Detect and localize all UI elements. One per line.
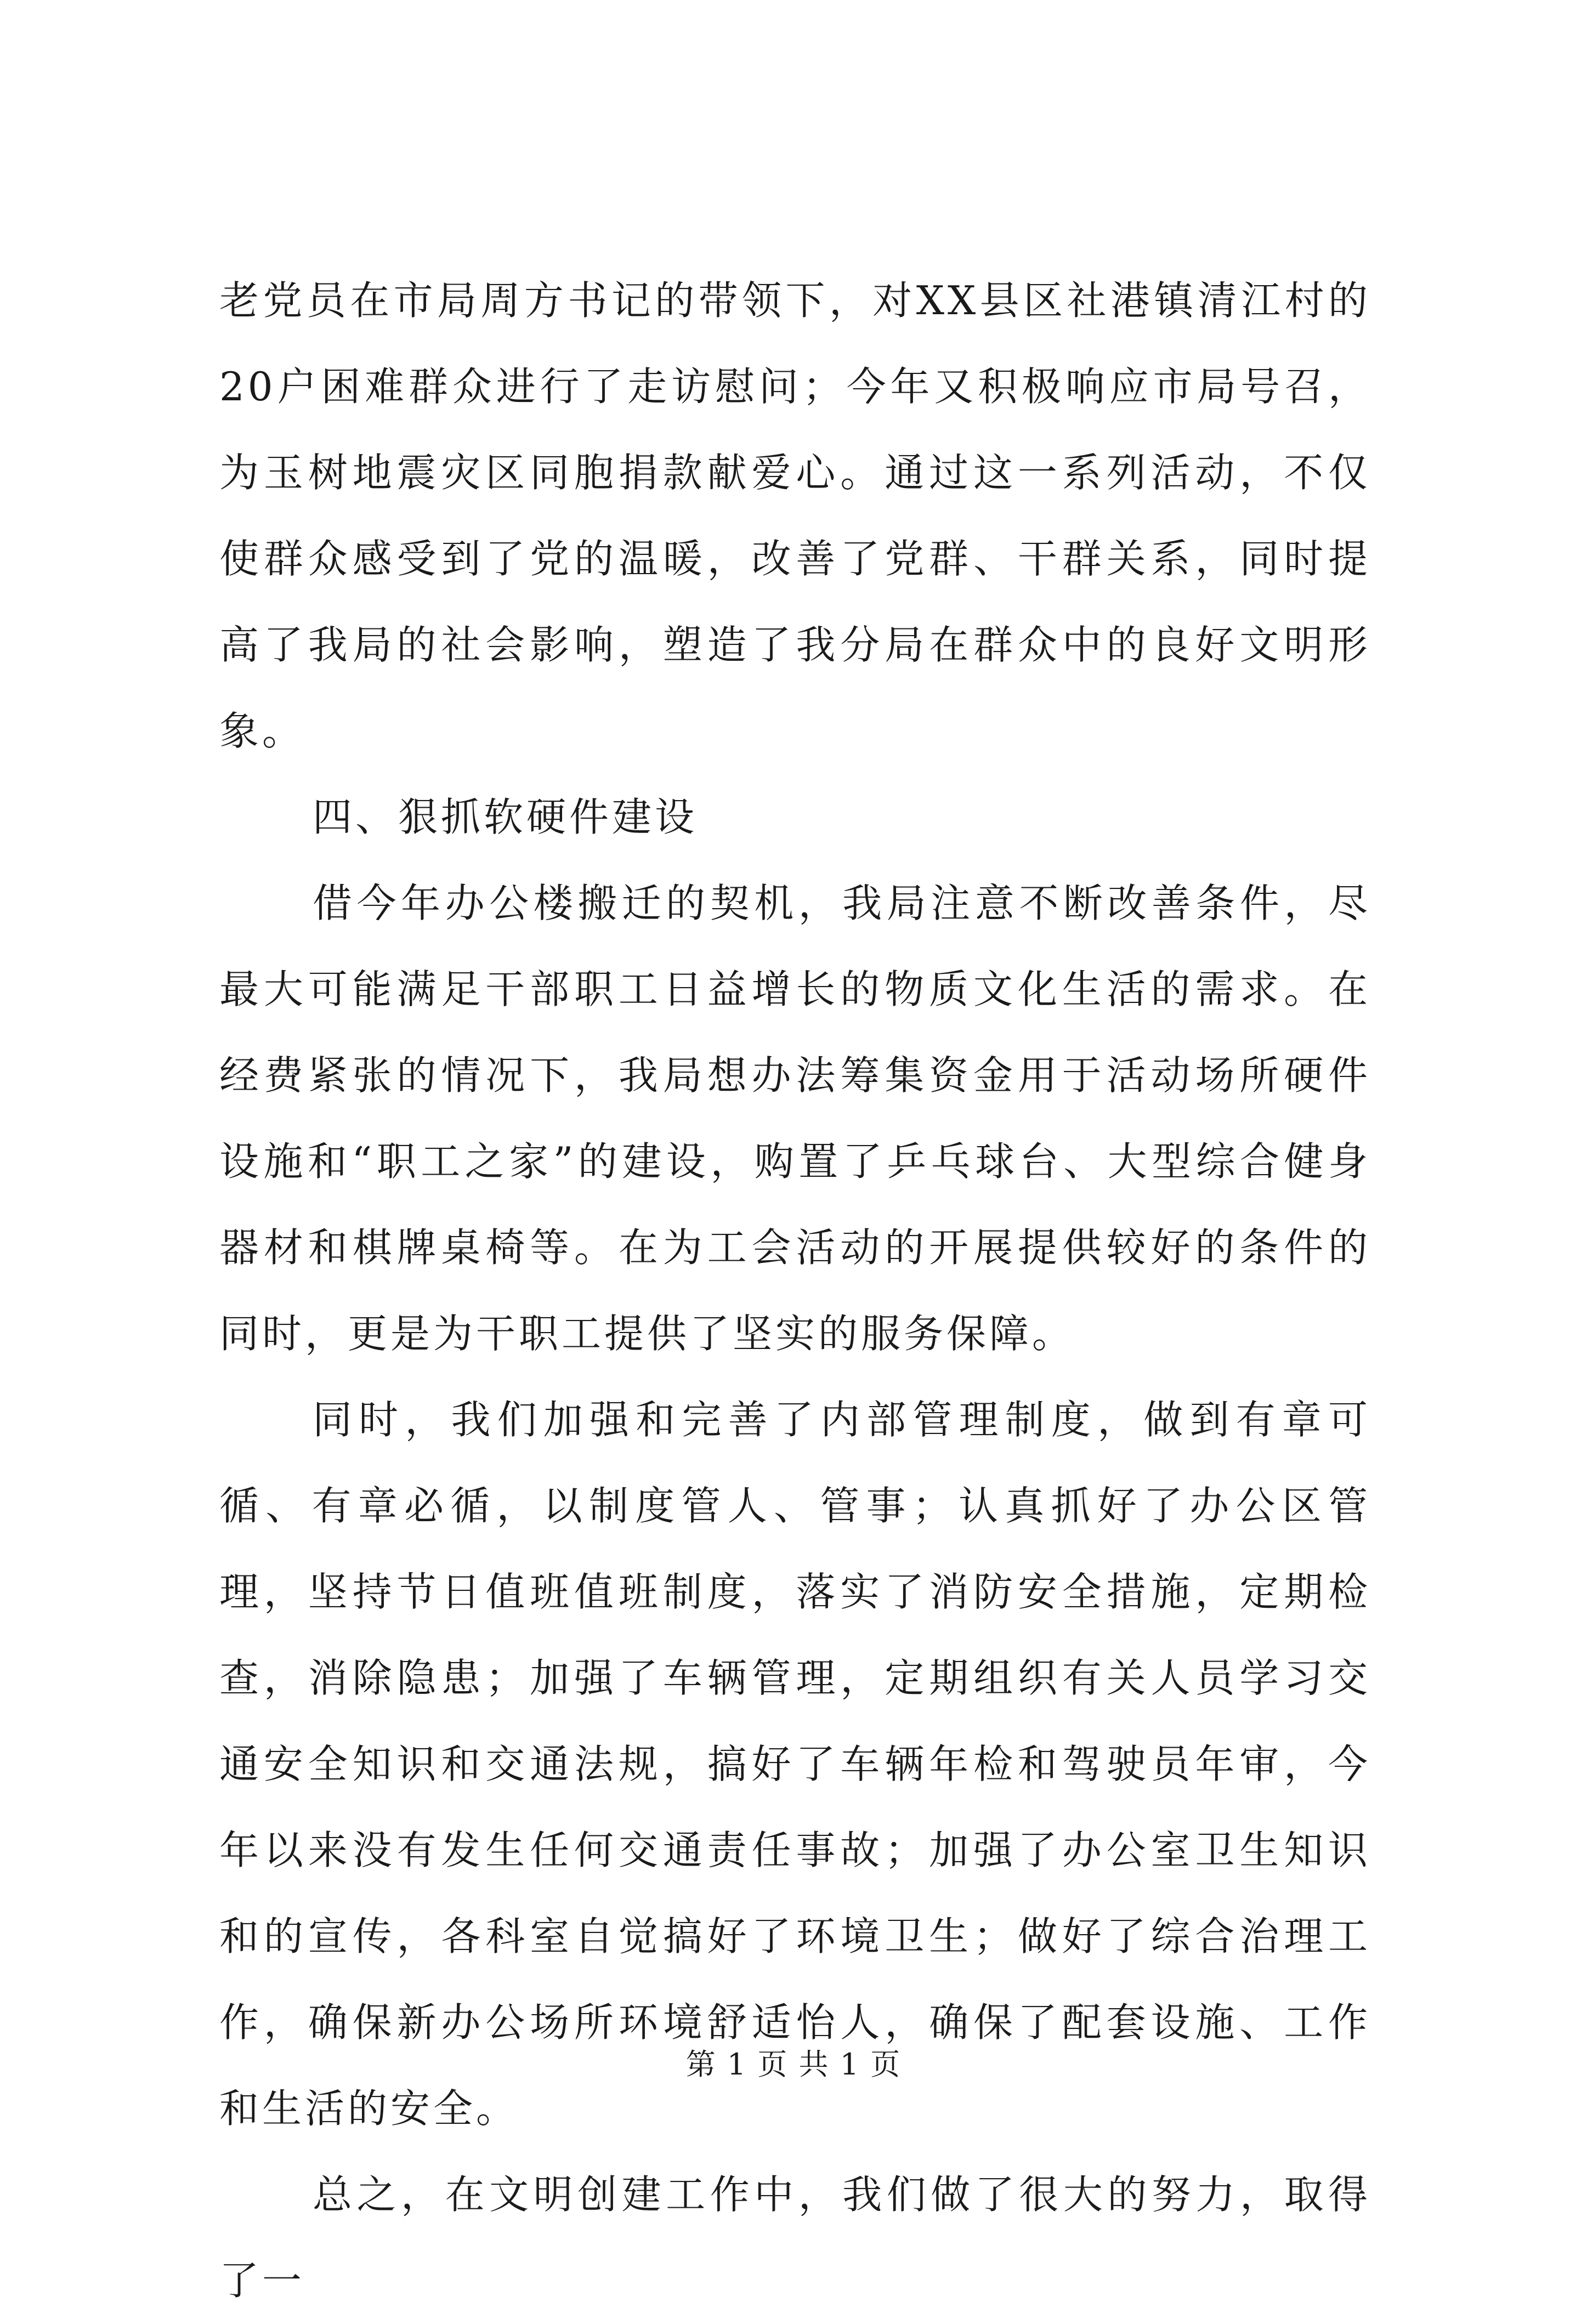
page-number-footer: 第 1 页 共 1 页: [685, 2047, 902, 2082]
body-paragraph-1: 老党员在市局周方书记的带领下，对XX县区社港镇清江村的20户困难群众进行了走访慰问；今年又积极响应市局号召，为玉树地震灾区同胞捐款献爱心。通过这一系列活动，不仅使群众感受到了党的温暖，改善了党群、干群关系，同时提高了我局的社会影响，塑造了我分局在群众中的良好文明形象。: [219, 277, 1371, 754]
body-paragraph-2: 借今年办公楼搬迁的契机，我局注意不断改善条件，尽最大可能满足干部职工日益增长的物质文化生活的需求。在经费紧张的情况下，我局想办法筹集资金用于活动场所硬件设施和“职工之家”的建设，购置了乒乓球台、大型综合健身器材和棋牌桌椅等。在为工会活动的开展提供较好的条件的同时，更是为干职工提供了坚实的服务保障。: [219, 880, 1371, 1357]
section-heading: 四、狠抓软硬件建设: [313, 794, 698, 840]
body-paragraph-3: 同时，我们加强和完善了内部管理制度，做到有章可循、有章必循，以制度管人、管事；认真抓好了办公区管理，坚持节日值班值班制度，落实了消防安全措施，定期检查，消除隐患；加强了车辆管理，定期组织有关人员学习交通安全知识和交通法规，搞好了车辆年检和驾驶员年审，今年以来没有发生任何交通责任事故；加强了办公室卫生知识和的宣传，各科室自觉搞好了环境卫生；做好了综合治理工作，确保新办公场所环境舒适怡人，确保了配套设施、工作和生活的安全。: [219, 1397, 1371, 2132]
body-paragraph-4: 总之，在文明创建工作中，我们做了很大的努力，取得了一: [219, 2172, 1371, 2304]
document-body: [219, 258, 1371, 2324]
